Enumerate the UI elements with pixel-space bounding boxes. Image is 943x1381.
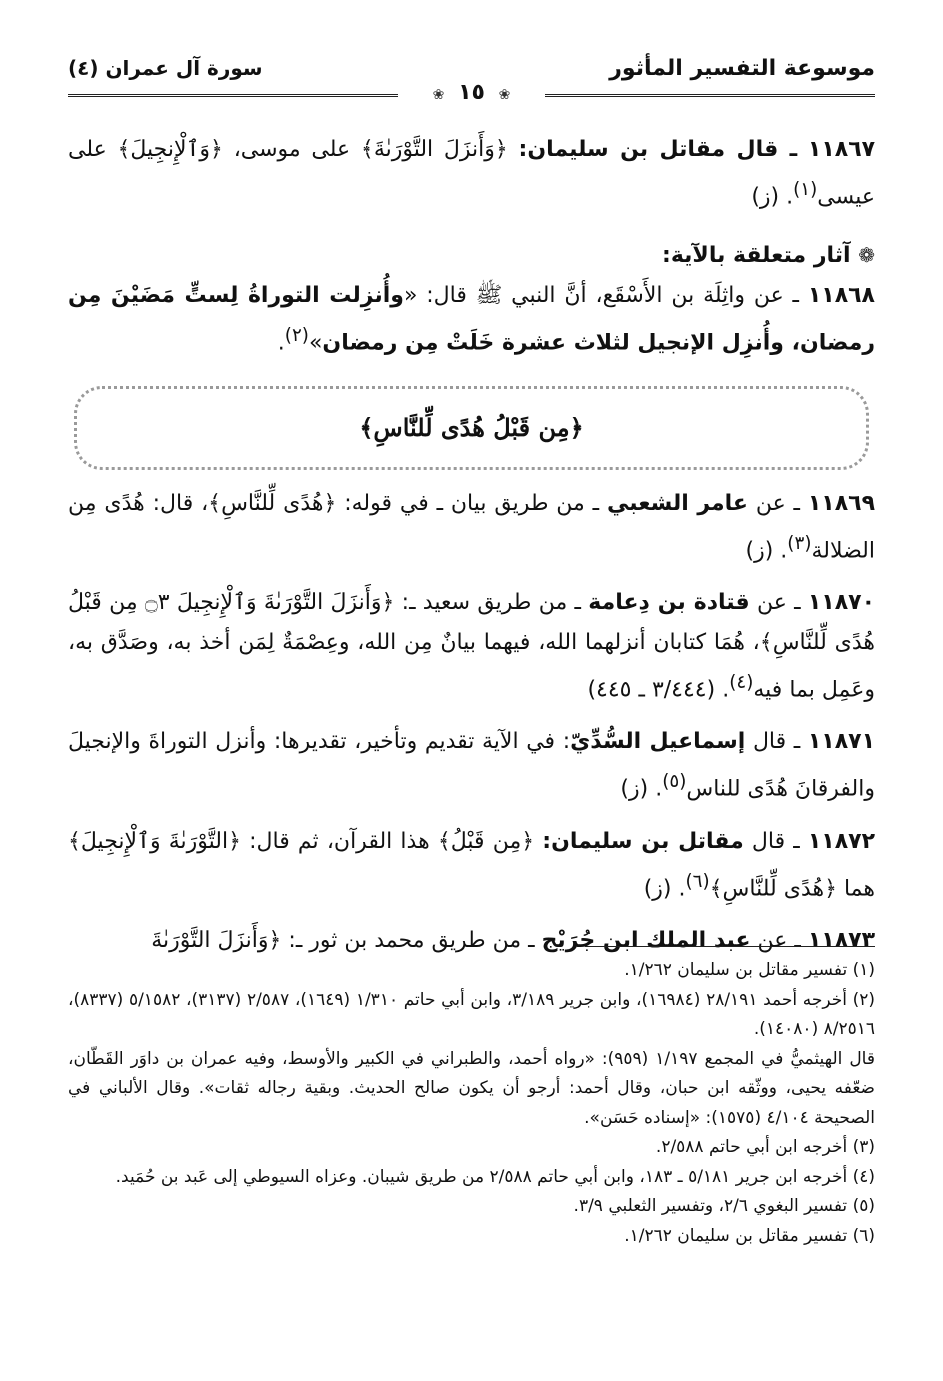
footnote-ref[interactable]: (٣) bbox=[787, 532, 812, 554]
narration-11872 bbox=[68, 822, 875, 909]
narrator: عامر الشعبي bbox=[607, 490, 748, 516]
narration-text: ، هُمَا كتابان أنزلهما الله، فيهما بيانٌ مِن الله، وعِصْمَةٌ لِمَن أخذ به، وصَدَّق به، وعَمِل بما فيه bbox=[68, 629, 875, 703]
narration-end: . (ز) bbox=[643, 875, 686, 901]
footnotes bbox=[68, 956, 875, 1251]
footnote-2-note: قال الهيثميُّ في المجمع ١/١٩٧ (٩٥٩): «رواه أحمد، والطبراني في الكبير والأوسط، وفيه عمران بن داوَر القَطّان، ضعّفه يحيى، ووثّقه ابن حبان، وقال أحمد: أرجو أن يكون صالح الحديث. وبقية رجاله ثقات». وقال الألباني في الصحيحة ٤/١٠٤ (١٥٧٥): «إسناده حَسَن». bbox=[68, 1048, 875, 1128]
footnote-ref[interactable]: (١) bbox=[793, 179, 818, 200]
narration-number: ١١٨٧٣ bbox=[807, 927, 875, 953]
narration-number: ١١٨٦٧ bbox=[807, 137, 876, 162]
ornament-icon: ❀ bbox=[498, 87, 511, 103]
verse-heading: ﴿مِن قَبْلُ هُدًى لِّلنَّاسِ﴾ bbox=[359, 413, 584, 443]
narrator: عبد الملك ابن جُرَيْج bbox=[541, 927, 751, 953]
ornament-icon: ❀ bbox=[432, 87, 445, 103]
quran-quote: ﴿مِن قَبْلُ﴾ bbox=[437, 828, 535, 854]
quran-quote: ﴿هُدًى لِّلنَّاسِ﴾ bbox=[709, 875, 837, 901]
page-number: ١٥ bbox=[458, 80, 485, 105]
narration-number: ١١٨٧٢ bbox=[807, 828, 876, 854]
quote-close: » bbox=[308, 330, 323, 356]
narration-11869 bbox=[68, 484, 875, 571]
narration-number: ١١٨٦٨ bbox=[807, 283, 875, 309]
narration-number: ١١٨٧١ bbox=[807, 729, 875, 755]
narration-text: هما bbox=[843, 875, 875, 901]
hadith-text: وأُنزِلت التوراةُ لِستٍّ مَضَيْنَ مِن رمضان، وأُنزِل الإنجيل لثلاث عشرة خَلَتْ مِن رمضان bbox=[68, 283, 875, 356]
quran-quote: ﴿وَٱلْإِنجِيلَ﴾ bbox=[117, 137, 223, 162]
narration-text: ـ من طريق محمد بن ثور ـ: bbox=[288, 927, 535, 953]
narration-end: . (ز) bbox=[745, 537, 788, 563]
footnote-6: (٦) تفسير مقاتل بن سليمان ١/٢٦٢. bbox=[624, 1225, 875, 1246]
narration-text: ـ عن bbox=[757, 927, 801, 953]
narration-11873 bbox=[68, 921, 875, 961]
quran-quote: ﴿التَّوْرَىٰةَ وَٱلْإِنجِيلَ﴾ bbox=[68, 828, 241, 854]
narrator: ـ قال مقاتل بن سليمان: bbox=[518, 137, 798, 162]
narration-text: على عيسى bbox=[68, 137, 875, 210]
page-header bbox=[68, 48, 875, 110]
narration-text: ـ قال bbox=[751, 828, 800, 854]
narration-end: . (ز) bbox=[620, 776, 663, 802]
footnote-separator bbox=[585, 946, 875, 947]
narration-11867 bbox=[68, 130, 875, 217]
narration-11871 bbox=[68, 722, 875, 809]
footnote-2: (٢) أخرجه أحمد ٢٨/١٩١ (١٦٩٨٤)، وابن جرير ٣/١٨٩، وابن أبي حاتم ١/٣١٠ (١٦٤٩)، ٢/٥٨٧ (٣١٣٧)، ٥/١٥٨٢ (٨٣٣٧)، ٨/٢٥١٦ (١٤٠٨٠). bbox=[68, 989, 876, 1039]
narration-text: ـ قال bbox=[752, 729, 801, 755]
narration-end: . bbox=[277, 330, 285, 356]
narrator: قتادة بن دِعامة bbox=[588, 589, 750, 615]
quran-quote: ﴿وَأَنزَلَ التَّوْرَىٰةَ وَٱلْإِنجِيلَ ۝٣ مِن قَبْلُ هُدًى لِّلنَّاسِ﴾ bbox=[68, 589, 876, 655]
main-content bbox=[68, 130, 875, 961]
footnote-4: (٤) أخرجه ابن جرير ٥/١٨١ ـ ١٨٣، وابن أبي حاتم ٢/٥٨٨ من طريق شيبان. وعزاه السيوطي إلى عَبد بن حُمَيد. bbox=[115, 1166, 875, 1187]
narration-text: ـ من طريق بيان ـ في قوله: bbox=[344, 490, 600, 516]
narration-11870 bbox=[68, 583, 875, 710]
narration-end: . (ز) bbox=[751, 184, 794, 210]
footnote-ref[interactable]: (٤) bbox=[729, 671, 754, 693]
quran-quote: ﴿وَأَنزَلَ التَّوْرَىٰةَ﴾ bbox=[360, 137, 508, 162]
header-rule-right bbox=[545, 94, 875, 97]
book-title: موسوعة التفسير المأثور bbox=[609, 56, 875, 81]
footnote-5: (٥) تفسير البغوي ٢/٦، وتفسير الثعلبي ٣/٩. bbox=[573, 1196, 875, 1216]
narration-text: ، قال: هُدًى مِن الضلالة bbox=[68, 490, 875, 563]
flower-icon: ❁ bbox=[858, 243, 875, 268]
narration-text: ـ من طريق سعيد ـ: bbox=[401, 589, 581, 615]
narration-text: ـ عن bbox=[755, 490, 800, 516]
section-title: آثار متعلقة بالآية: bbox=[662, 243, 851, 269]
narration-number: ١١٨٦٩ bbox=[807, 490, 875, 516]
surah-title: سورة آل عمران (٤) bbox=[68, 56, 263, 80]
narration-text: هذا القرآن، ثم قال: bbox=[249, 828, 430, 854]
quran-quote: ﴿وَأَنزَلَ التَّوْرَىٰةَ bbox=[151, 927, 282, 953]
quran-quote: ﴿هُدًى لِّلنَّاسِ﴾ bbox=[208, 490, 337, 516]
verse-heading-box bbox=[74, 386, 869, 470]
footnote-1: (١) تفسير مقاتل بن سليمان ١/٢٦٢. bbox=[624, 960, 875, 980]
footnote-3: (٣) أخرجه ابن أبي حاتم ٢/٥٨٨. bbox=[655, 1137, 875, 1157]
narration-text: ـ عن واثِلَة بن الأَسْقَع، أنَّ النبي ﷺ قال: « bbox=[403, 283, 799, 309]
narration-11868 bbox=[68, 276, 875, 363]
narration-text: على موسى، bbox=[233, 137, 351, 162]
header-rule-left bbox=[68, 94, 398, 97]
page-number-group bbox=[427, 80, 517, 105]
footnote-ref[interactable]: (٦) bbox=[685, 870, 710, 892]
narration-text: : في الآية تقديم وتأخير، تقديرها: وأنزل التوراةَ والإنجيلَ والفرقانَ هُدًى للناس bbox=[68, 729, 875, 802]
narrator: مقاتل بن سليمان: bbox=[542, 828, 744, 854]
narration-end: . (٣/٤٤٤ ـ ٤٤٥) bbox=[587, 677, 730, 703]
section-heading bbox=[68, 235, 875, 276]
narrator: إسماعيل السُّدِّيّ bbox=[570, 729, 746, 755]
narration-number: ١١٨٧٠ bbox=[807, 589, 875, 615]
footnote-ref[interactable]: (٢) bbox=[284, 325, 309, 347]
footnote-ref[interactable]: (٥) bbox=[662, 771, 687, 793]
narration-text: ـ عن bbox=[756, 589, 801, 615]
